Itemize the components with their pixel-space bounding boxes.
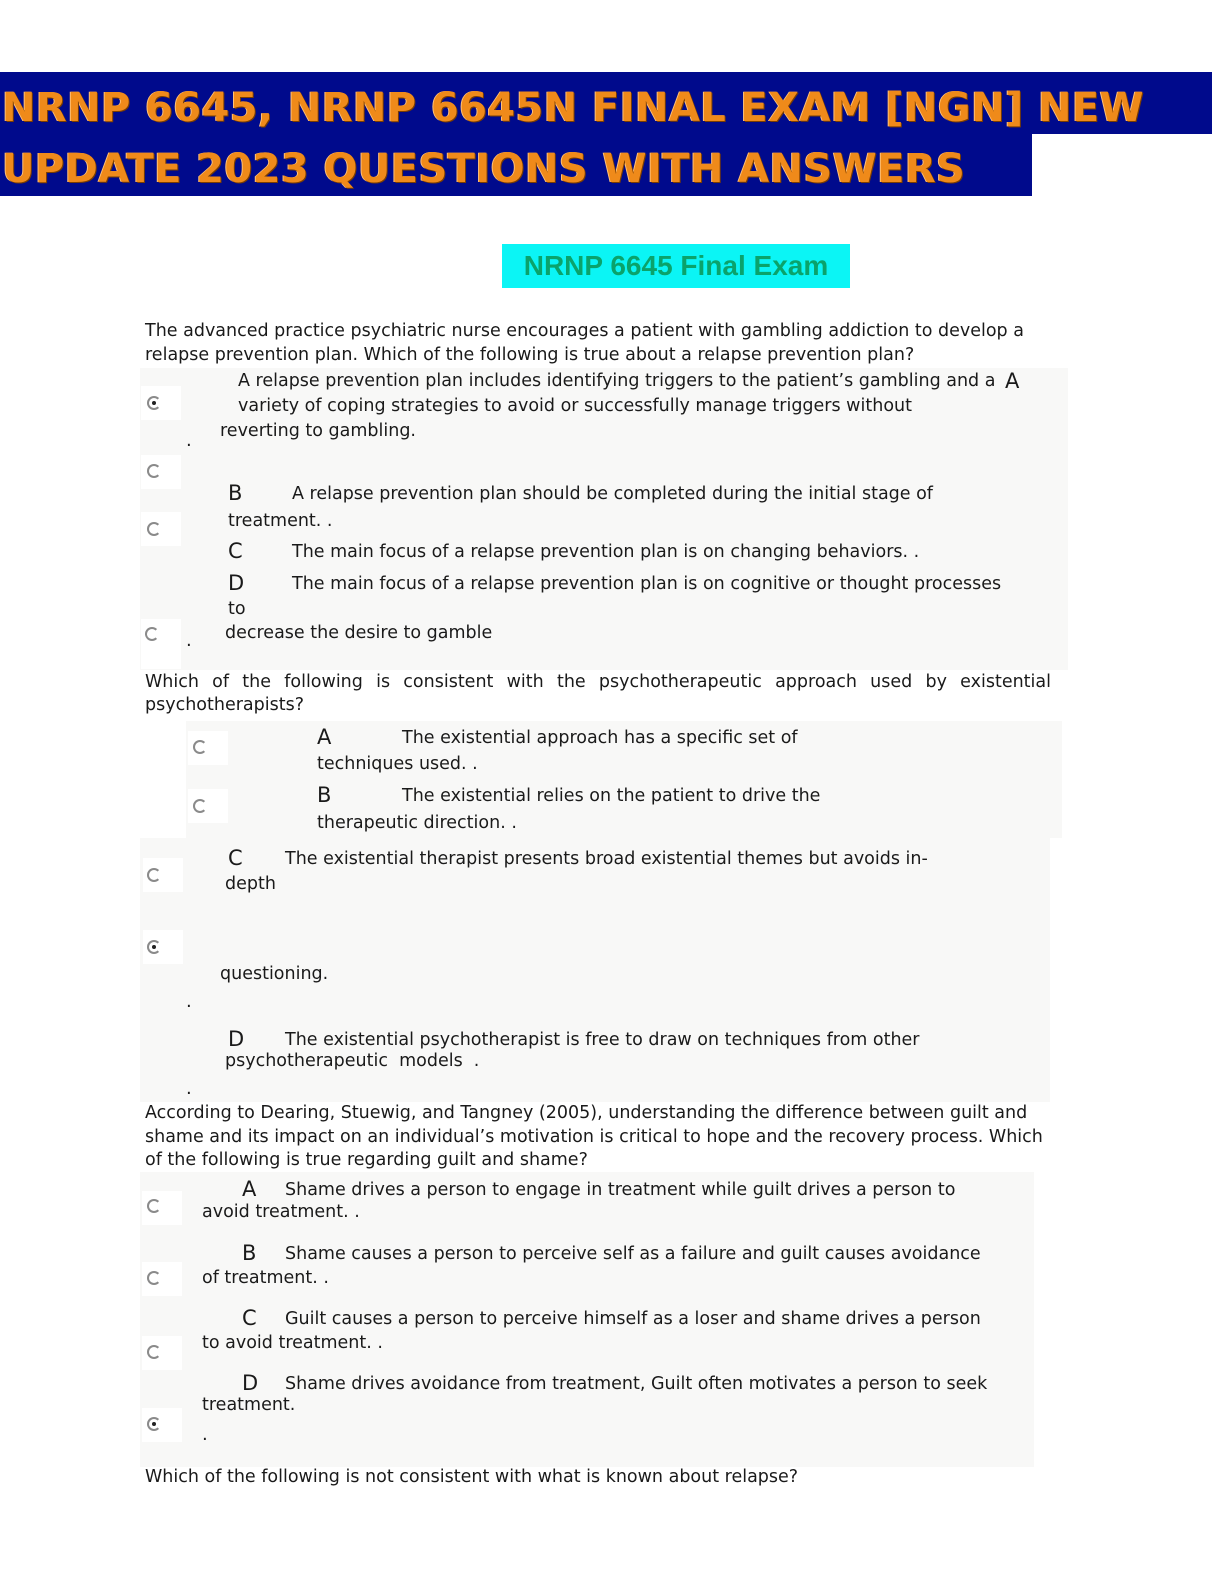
title-line-1: NRNP 6645, NRNP 6645N FINAL EXAM [NGN] NEW [2, 85, 1145, 131]
q2-option-a-line2: techniques used. . [317, 754, 478, 774]
title-line-2: UPDATE 2023 QUESTIONS WITH ANSWERS [2, 146, 966, 192]
question-1-stem: The advanced practice psychiatric nurse encourages a patient with gambling addiction to develop a relapse prevention plan. Which of the following is true about a relapse prevention plan? [145, 321, 1024, 365]
q2-option-c-line1: The existential therapist presents broad existential themes but avoids in- [285, 849, 928, 869]
q2-option-c-letter: C [228, 846, 243, 870]
q2-option-c-line2: depth [225, 874, 276, 894]
q3-option-c-letter: C [242, 1306, 257, 1330]
q3-option-b-line2: of treatment. . [202, 1268, 329, 1288]
q2-option-b-line2: therapeutic direction. . [317, 813, 517, 833]
q3-option-d-letter: D [242, 1371, 259, 1395]
q3-option-a-radio[interactable] [147, 1199, 161, 1213]
q3-option-d-radio[interactable] [147, 1417, 161, 1431]
q2-option-b-radio[interactable] [193, 799, 207, 813]
q1-option-b-radio[interactable] [147, 464, 161, 478]
q1-option-b-line1: A relapse prevention plan should be completed during the initial stage of [292, 484, 933, 504]
q1-option-c-line1: The main focus of a relapse prevention plan is on changing behaviors. . [292, 542, 920, 562]
q1-option-d-line1: The main focus of a relapse prevention plan is on cognitive or thought processes [292, 574, 1002, 594]
q2-option-a-radio[interactable] [193, 740, 207, 754]
q1-option-d-line2: to [228, 599, 246, 619]
q2-option-a-line1: The existential approach has a specific set of [402, 728, 798, 748]
question-3-stem: According to Dearing, Stuewig, and Tangney (2005), understanding the difference between guilt and shame and its impact on an individual’s motivation is critical to hope and the recovery process. Which of the following is true regarding guilt and shame? [145, 1103, 1043, 1170]
q1-option-a-line2: variety of coping strategies to avoid or successfully manage triggers without [238, 396, 912, 416]
q3-option-c-radio[interactable] [147, 1345, 161, 1359]
q3-option-c-line1: Guilt causes a person to perceive himself as a loser and shame drives a person [285, 1309, 981, 1329]
q2-option-d-letter: D [228, 1027, 245, 1051]
q2-option-c-line3: questioning. [220, 964, 329, 984]
q1-option-c-radio[interactable] [147, 522, 161, 536]
q1-option-a-radio[interactable] [147, 396, 161, 410]
q1-option-c-letter: C [228, 539, 243, 563]
q3-option-b-radio[interactable] [147, 1271, 161, 1285]
q1-option-d-radio[interactable] [145, 627, 159, 641]
q3-option-a-letter: A [242, 1177, 257, 1201]
q2-option-d-line2: psychotherapeutic models . [225, 1051, 480, 1071]
q2-option-d-radio[interactable] [147, 940, 161, 954]
q3-option-a-line1: Shame drives a person to engage in treatment while guilt drives a person to [285, 1180, 956, 1200]
q1-option-d-letter: D [228, 571, 245, 595]
q3-option-d-line1: Shame drives avoidance from treatment, Guilt often motivates a person to seek [285, 1374, 988, 1394]
document-title [2, 78, 1217, 200]
q3-option-c-line2: to avoid treatment. . [202, 1333, 383, 1353]
q1-option-b-line2: treatment. . [228, 511, 333, 531]
q2-option-a-letter: A [317, 725, 332, 749]
q3-option-b-line1: Shame causes a person to perceive self as a failure and guilt causes avoidance [285, 1244, 981, 1264]
q3-option-b-letter: B [242, 1241, 257, 1265]
exam-subtitle: NRNP 6645 Final Exam [502, 244, 850, 288]
question-2-stem-line2: psychotherapists? [145, 695, 304, 715]
question-4-stem: Which of the following is not consistent with what is known about relapse? [145, 1467, 799, 1487]
q1-option-d-line3: decrease the desire to gamble [225, 623, 493, 643]
q2-option-d-line1: The existential psychotherapist is free to draw on techniques from other [285, 1030, 920, 1050]
q2-option-b-line1: The existential relies on the patient to drive the [402, 786, 821, 806]
q2-option-c-radio[interactable] [147, 868, 161, 882]
q1-option-a-letter: A [1005, 369, 1020, 393]
q1-option-a-line1: A relapse prevention plan includes identifying triggers to the patient’s gambling and a [238, 371, 996, 391]
title-banner [0, 72, 1212, 196]
question-2-stem-line1: Which of the following is consistent with the psychotherapeutic approach used by existential [145, 672, 1051, 692]
q1-option-a-line3: reverting to gambling. [220, 421, 416, 441]
q3-option-d-line2: treatment. [202, 1395, 296, 1415]
q1-option-b-letter: B [228, 481, 243, 505]
q3-option-a-line2: avoid treatment. . [202, 1202, 360, 1222]
q2-option-b-letter: B [317, 783, 332, 807]
